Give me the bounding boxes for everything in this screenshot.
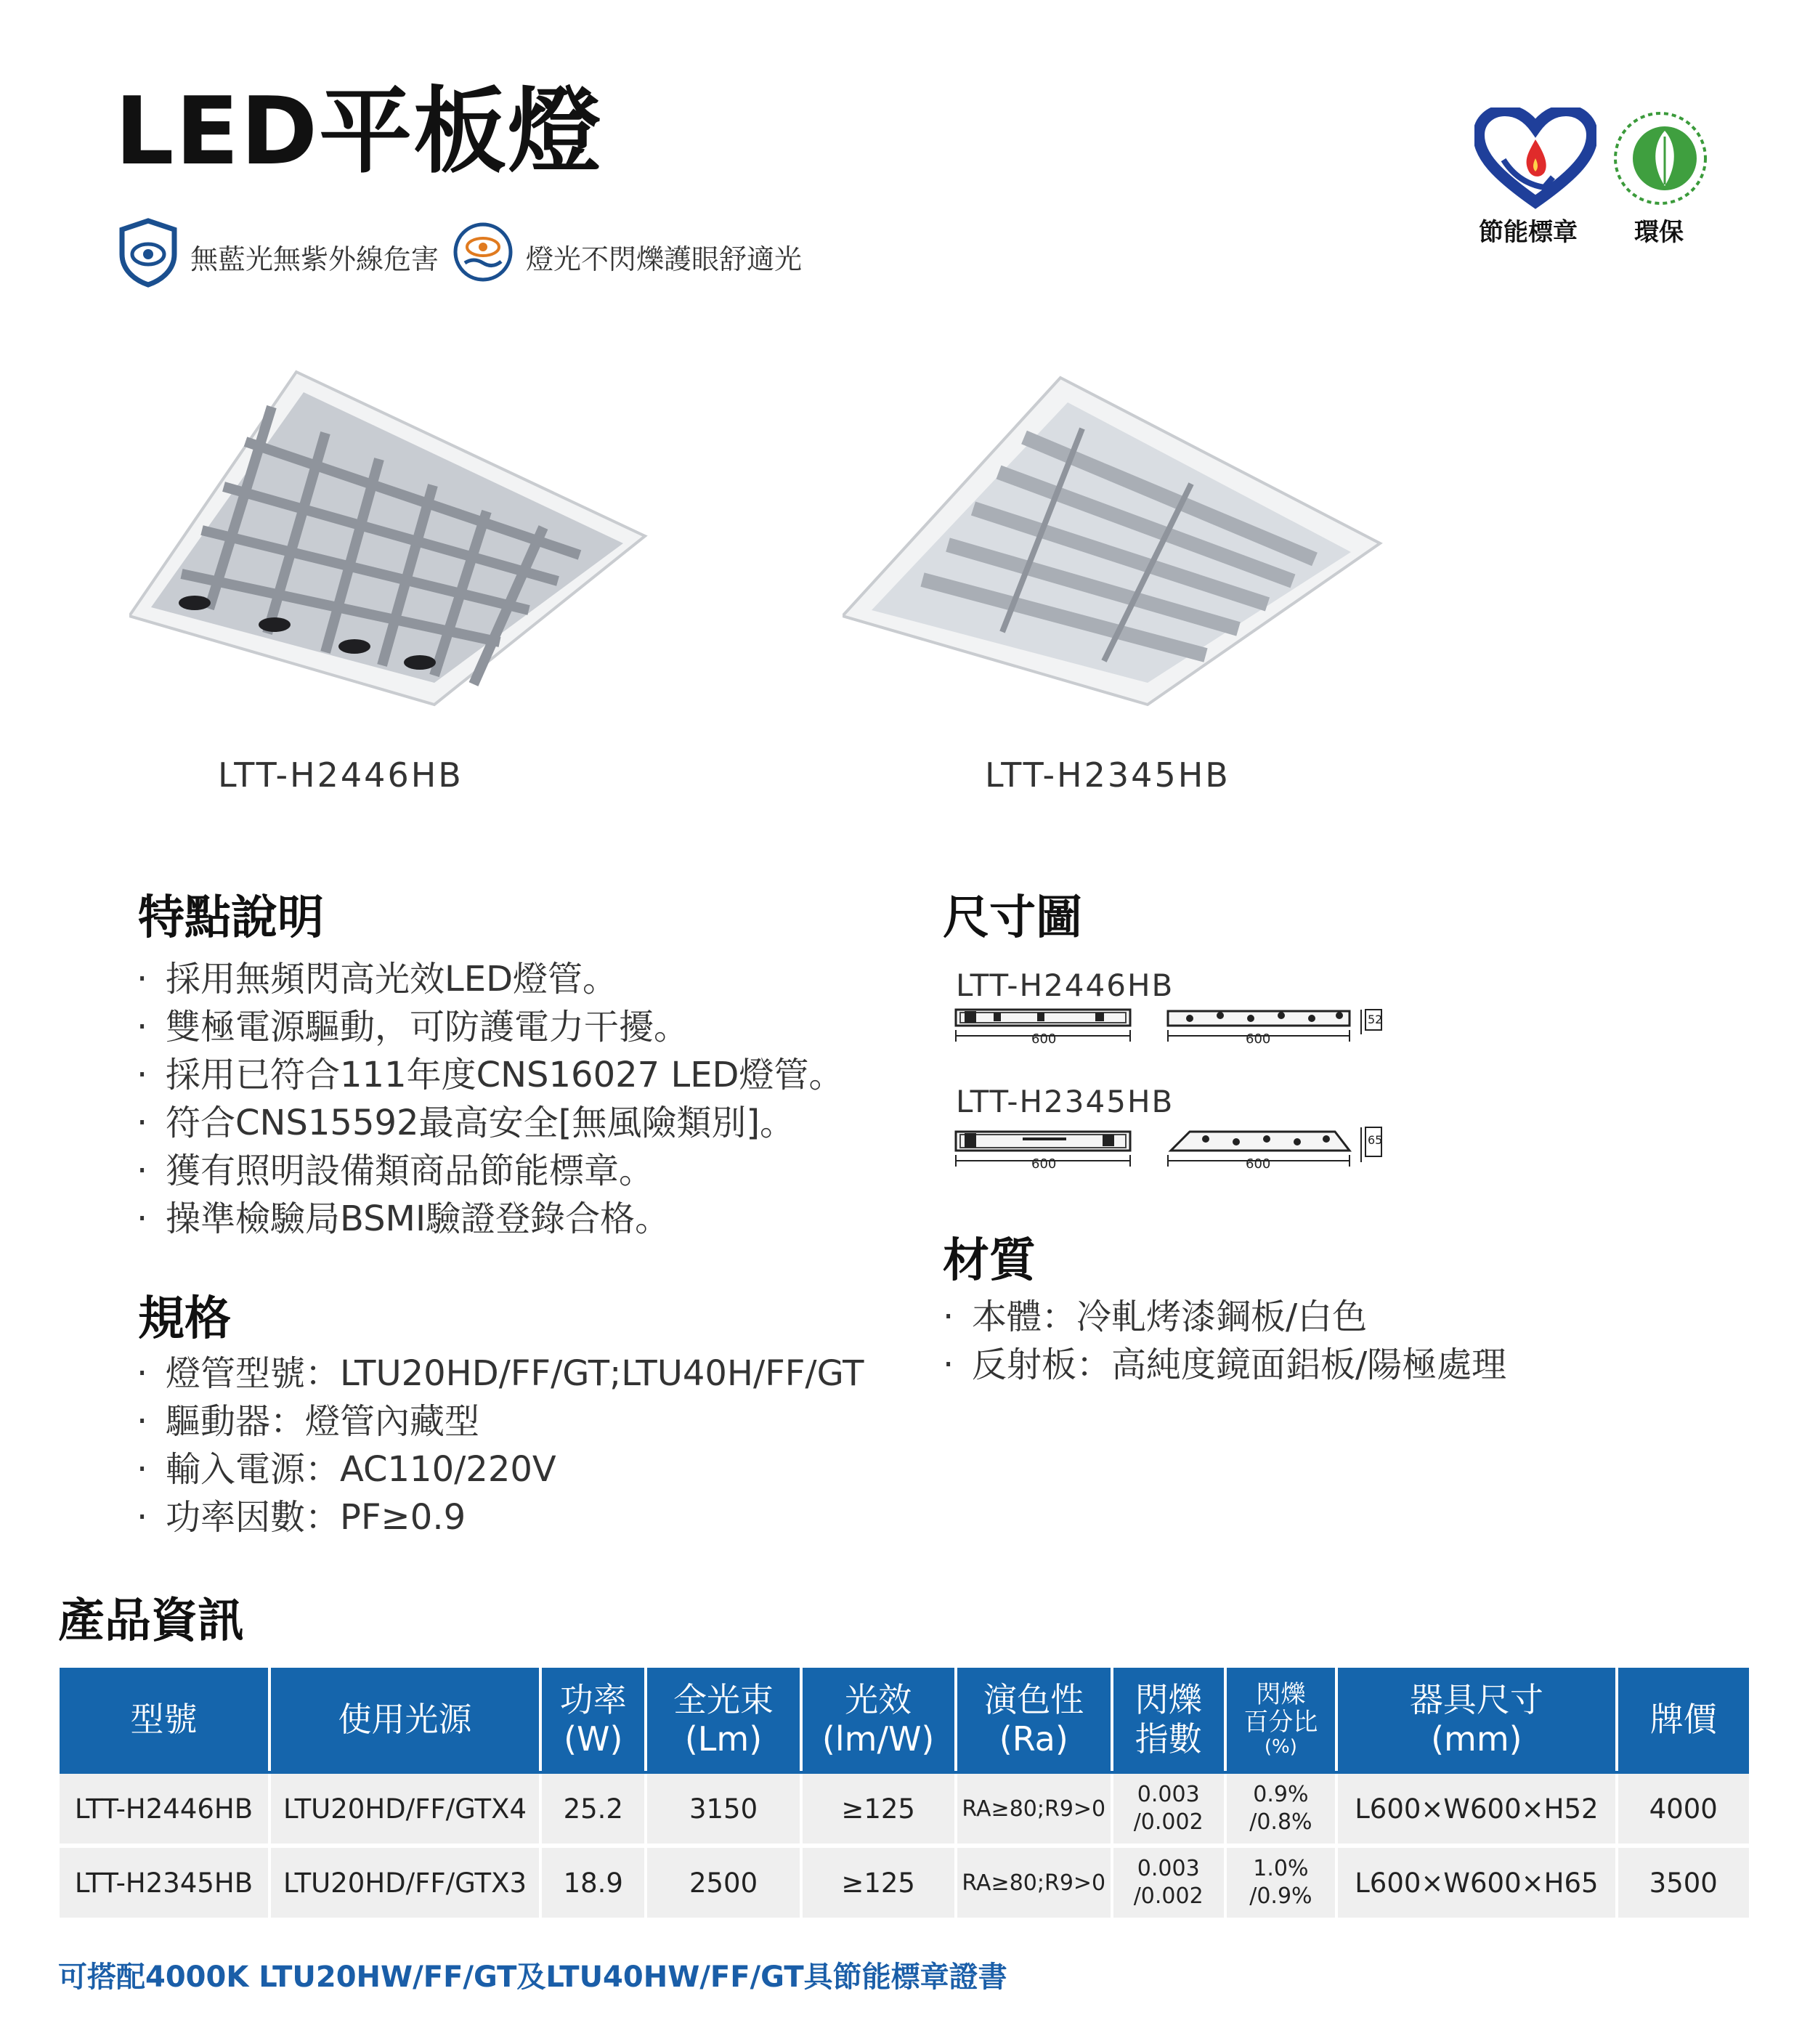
dimension-model-label: LTT-H2446HB [956,968,1174,1003]
cell-efficacy: ≥125 [803,1774,954,1844]
cell-size: L600×W600×H65 [1338,1844,1615,1918]
dimension-length: 600 [1031,1156,1057,1172]
list-item: · 驅動器：燈管內藏型 [137,1401,480,1442]
green-mark-icon [1610,108,1711,212]
cell-price: 3500 [1618,1844,1749,1918]
col-header-efficacy: 光效 (lm/W) [803,1668,954,1771]
product-model-caption: LTT-H2345HB [985,755,1230,795]
col-header-source: 使用光源 [271,1668,539,1771]
list-item: · 操準檢驗局BSMI驗證登錄合格。 [137,1199,670,1239]
cell-efficacy: ≥125 [803,1844,954,1918]
cell-model: LTT-H2446HB [60,1774,268,1844]
features-heading: 特點說明 [138,891,324,945]
list-item: · 採用已符合111年度CNS16027 LED燈管。 [137,1055,844,1095]
cell-flicker-index: 0.003 /0.002 [1113,1844,1224,1918]
col-header-size: 器具尺寸 (mm) [1338,1668,1615,1771]
cell-size: L600×W600×H52 [1338,1774,1615,1844]
specs-heading: 規格 [138,1292,231,1346]
dimension-length: 600 [1246,1031,1271,1047]
eye-hand-icon [452,221,514,286]
product-model-caption: LTT-H2446HB [218,755,463,795]
table-row [60,1774,1749,1844]
dimension-height: 52 [1368,1013,1383,1026]
cell-flicker-index: 0.003 /0.002 [1113,1774,1224,1844]
list-item: · 功率因數：PF≥0.9 [137,1497,466,1538]
col-header-power: 功率 (W) [542,1668,644,1771]
cell-cri: RA≥80;R9>0 [957,1774,1111,1844]
col-header-flicker-index: 閃爍 指數 [1113,1668,1224,1771]
page-title: LED平板燈 [115,78,603,186]
list-item: · 雙極電源驅動，可防護電力干擾。 [137,1007,689,1047]
specs-list [137,1350,864,1541]
list-item: · 輸入電源：AC110/220V [137,1449,556,1490]
badge-text: 無藍光無紫外線危害 [190,243,439,275]
cell-price: 4000 [1618,1774,1749,1844]
features-list [137,955,844,1243]
cell-power: 18.9 [542,1844,644,1918]
cell-flux: 2500 [647,1844,799,1918]
cell-flicker-percent: 1.0% /0.9% [1227,1844,1336,1918]
product-table [57,1668,1752,1918]
col-header-price: 牌價 [1618,1668,1749,1771]
dimension-model-label: LTT-H2345HB [956,1084,1174,1119]
footnote: 可搭配4000K LTU20HW/FF/GT及LTU40HW/FF/GT具節能標章證書 [58,1960,1007,1994]
col-header-model: 型號 [60,1668,268,1771]
col-header-flux: 全光束 (Lm) [647,1668,799,1771]
cell-flicker-percent: 0.9% /0.8% [1227,1774,1336,1844]
cell-source: LTU20HD/FF/GTX4 [271,1774,539,1844]
list-item: · 本體：冷軋烤漆鋼板/白色 [943,1297,1368,1337]
product-image-ltt-h2345hb [843,370,1387,715]
list-item: · 採用無頻閃高光效LED燈管。 [137,959,618,999]
table-heading: 產品資訊 [58,1594,244,1648]
list-item: · 獲有照明設備類商品節能標章。 [137,1151,654,1191]
dimensions-heading: 尺寸圖 [943,891,1082,945]
table-header-row [60,1668,1749,1771]
cell-flux: 3150 [647,1774,799,1844]
dimension-drawing-2 [950,1124,1386,1178]
list-item: · 反射板：高純度鏡面鋁板/陽極處理 [943,1345,1507,1385]
list-item: · 符合CNS15592最高安全[無風險類別]。 [137,1103,795,1143]
eye-shield-icon [118,218,179,291]
cell-cri: RA≥80;R9>0 [957,1844,1111,1918]
product-image-ltt-h2446hb [129,363,652,715]
col-header-flicker-percent: 閃爍 百分比 (%) [1227,1668,1336,1771]
list-item: · 燈管型號：LTU20HD/FF/GT;LTU40H/FF/GT [137,1353,864,1394]
col-header-cri: 演色性 (Ra) [957,1668,1111,1771]
dimension-height: 65 [1368,1133,1383,1147]
dimension-length: 600 [1246,1156,1271,1172]
dimension-drawing-1 [950,1005,1386,1052]
dimension-length: 600 [1031,1031,1057,1047]
cell-model: LTT-H2345HB [60,1844,268,1918]
badge-text: 燈光不閃爍護眼舒適光 [526,243,803,275]
cert-label: 環保 [1634,218,1684,247]
cell-power: 25.2 [542,1774,644,1844]
table-row [60,1844,1749,1918]
cell-source: LTU20HD/FF/GTX3 [271,1844,539,1918]
material-heading: 材質 [943,1234,1036,1288]
cert-label: 節能標章 [1479,218,1578,247]
energy-label-icon [1474,108,1596,212]
material-list [943,1293,1506,1389]
